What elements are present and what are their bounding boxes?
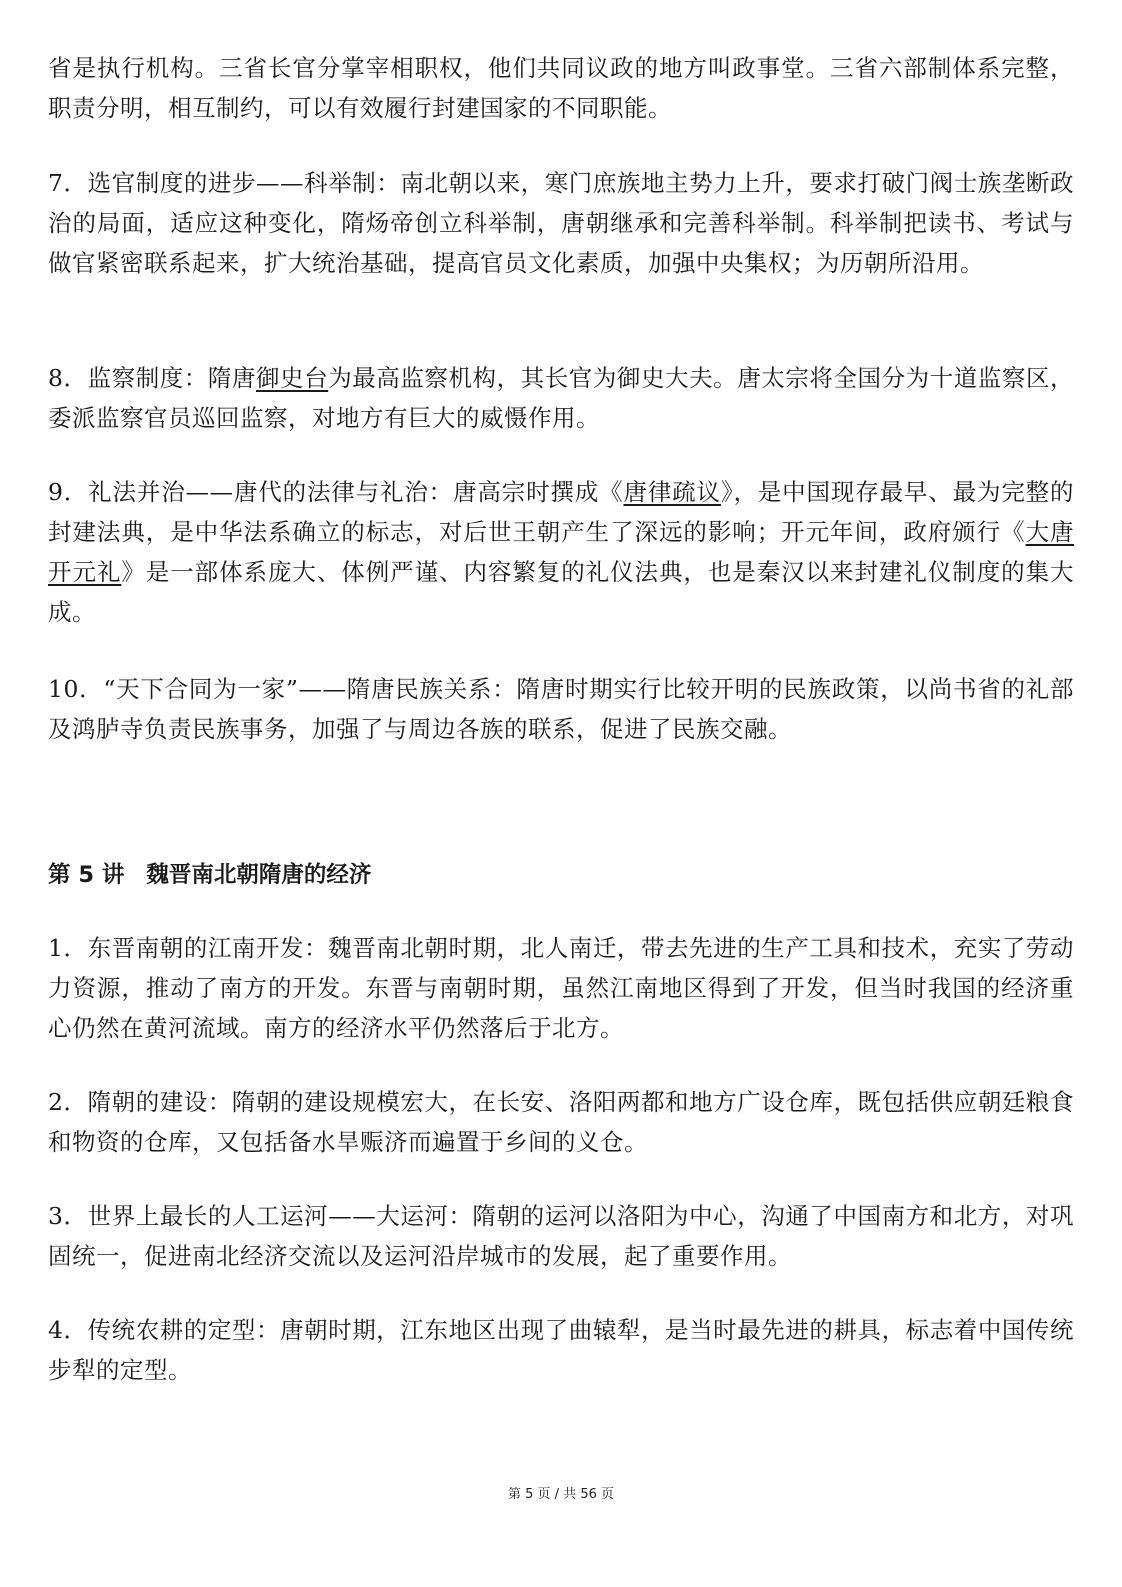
lecture-number: 第 5 讲: [48, 862, 125, 888]
underlined-term-datangkaiyuanli: 大唐开元礼: [48, 518, 1075, 586]
paragraph-9-text-b: 》，是中国现存最早、最为完整的封建法典，是中华法系确立的标志，对后世王朝产生了深远的影响；开元年间，政府颁行《: [48, 478, 1075, 546]
paragraph-intro: 省是执行机构。三省长官分掌宰相职权，他们共同议政的地方叫政事堂。三省六部制体系完整，职责分明，相互制约，可以有效履行封建国家的不同职能。: [48, 54, 1074, 122]
paragraph-e1-jiangnan: 1．东晋南朝的江南开发：魏晋南北朝时期，北人南迁，带去先进的生产工具和技术，充实了劳动力资源，推动了南方的开发。东晋与南朝时期，虽然江南地区得到了开发，但当时我国的经济重心仍然在黄河流域。南方的经济水平仍然落后于北方。: [48, 934, 1074, 1042]
paragraph-7-keju: 7．选官制度的进步——科举制：南北朝以来，寒门庶族地主势力上升，要求打破门阀士族垄断政治的局面，适应这种变化，隋炀帝创立科举制，唐朝继承和完善科举制。科举制把读书、考试与做官紧密联系起来，扩大统治基础，提高官员文化素质，加强中央集权；为历朝所沿用。: [48, 169, 1074, 277]
paragraph-9-text-a: 9．礼法并治——唐代的法律与礼治：唐高宗时撰成《: [48, 478, 624, 506]
paragraph-e3-yunhe: 3．世界上最长的人工运河——大运河：隋朝的运河以洛阳为中心，沟通了中国南方和北方，对巩固统一，促进南北经济交流以及运河沿岸城市的发展，起了重要作用。: [48, 1202, 1074, 1270]
paragraph-9-lifa: [48, 472, 1074, 632]
underlined-term-tanglvshuyi: 唐律疏议: [623, 478, 721, 506]
paragraph-9-text-c: 》是一部体系庞大、体例严谨、内容繁复的礼仪法典，也是秦汉以来封建礼仪制度的集大成。: [48, 558, 1075, 626]
section-heading: [48, 855, 371, 895]
paragraph-e4-nonggeng: 4．传统农耕的定型：唐朝时期，江东地区出现了曲辕犁，是当时最先进的耕具，标志着中国传统步犁的定型。: [48, 1316, 1074, 1384]
paragraph-8-jiancha: [48, 358, 1074, 438]
page-number-footer: 第 5 页 / 共 56 页: [508, 1487, 614, 1502]
lecture-title: 魏晋南北朝隋唐的经济: [146, 862, 372, 888]
paragraph-e2-suichao: 2．隋朝的建设：隋朝的建设规模宏大，在长安、洛阳两都和地方广设仓库，既包括供应朝廷粮食和物资的仓库，又包括备水旱赈济而遍置于乡间的义仓。: [48, 1088, 1074, 1156]
underlined-term-yushitai: 御史台: [256, 364, 329, 392]
paragraph-8-text-b: 为最高监察机构，其长官为御史大夫。唐太宗将全国分为十道监察区，委派监察官员巡回监察，对地方有巨大的威慑作用。: [48, 364, 1075, 432]
paragraph-8-text-a: 8．监察制度：隋唐: [48, 364, 256, 392]
paragraph-10-minzu: 10．“天下合同为一家”——隋唐民族关系：隋唐时期实行比较开明的民族政策，以尚书省的礼部及鸿胪寺负责民族事务，加强了与周边各族的联系，促进了民族交融。: [48, 675, 1074, 743]
